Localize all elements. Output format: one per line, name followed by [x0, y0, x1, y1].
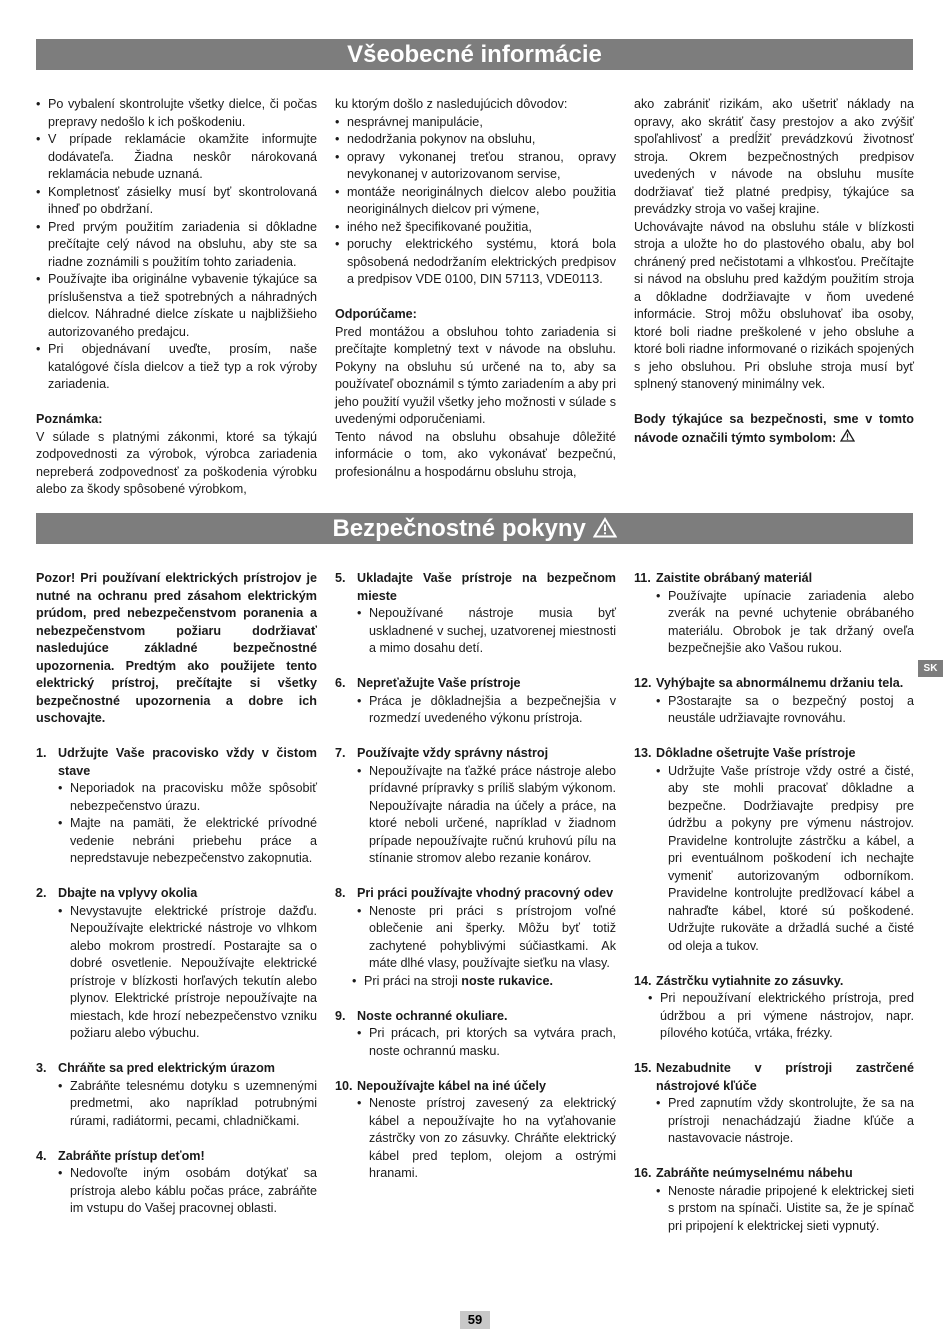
safety-section-10	[335, 1078, 616, 1183]
section-title: Ukladajte Vaše prístroje na bezpečnom mieste	[357, 571, 616, 603]
section-title: Pri práci používajte vhodný pracovný odev	[357, 886, 614, 900]
list-item: • Nenoste prístroj zavesený za elektrický kábel a nepoužívajte ho na vyťahovanie zástrčky von zo zásuvky. Chráňte elektrický kábel pred teplom, olejom a ostrými hranami.	[357, 1095, 616, 1183]
section-title: Vyhýbajte sa abnormálnemu držaniu tela.	[656, 676, 904, 690]
list-item: • Pri práci na stroji noste rukavice.	[352, 973, 616, 991]
warning-triangle-icon	[840, 429, 855, 442]
safety-section-16	[634, 1165, 914, 1235]
section-number: 10.	[335, 1078, 353, 1093]
section-number: 5.	[335, 571, 346, 585]
list-item: • Zabráňte telesnému dotyku s uzemnenými predmetmi, ako napríklad potrubnými rúrami, radiátormi, pecami, chladničkami.	[58, 1078, 317, 1131]
general-paragraph: Uchovávajte návod na obsluhu stále v blízkosti stroja a uložte ho do plastového obalu, aby bol chránený pred nečistotami a vlhkosťou. Prečítajte si návod na obsluhu pred každým použitím stroja a dôkladne dodržiavajte v ňom uvedené informácie. Stroj môžu obsluhovať iba osoby, ktoré boli riadne preškolené v jeho obsluhe a ktoré boli riadne informované o rizikách spojených s jeho obsluhou. Pri obsluhe stroja musí byť splnený stanovený minimálny vek.	[634, 219, 914, 391]
section-number: 13.	[634, 746, 652, 760]
list-item: • Pred zapnutím vždy skontrolujte, že sa na prístroji nenachádzajú žiadne kľúče a nastavovacie nástroje.	[656, 1095, 914, 1148]
list-item: • V prípade reklamácie okamžite informujte dodávateľa. Žiadna neskôr nárokovaná reklamácia nebude uznaná.	[36, 131, 317, 184]
safety-section-14	[634, 973, 914, 1043]
section-title: Nezabudnite v prístroji zastrčené nástrojové kľúče	[656, 1061, 914, 1093]
section-title: Zabráňte neúmyselnému nábehu	[656, 1166, 853, 1180]
section-title: Dôkladne ošetrujte Vaše prístroje	[656, 746, 856, 760]
note-text: V súlade s platnými zákonmi, ktoré sa týkajú zodpovednosti za výrobok, výrobca zariadenia nepreberá zodpovednosť za poškodenia výrobku alebo za škody spôsobené výrobkom,	[36, 429, 317, 496]
safety-column-1	[36, 570, 317, 1218]
safety-section-6	[335, 675, 616, 728]
safety-section-7	[335, 745, 616, 868]
safety-section-5	[335, 570, 616, 658]
title-general-text: Všeobecné informácie	[347, 41, 602, 68]
section-number: 6.	[335, 676, 346, 690]
section-number: 11.	[634, 571, 651, 585]
list-item: • Majte na pamäti, že elektrické prívodné vedenie nebráni priebehu práce a nepredstavuje nebezpečenstvo zakopnutia.	[58, 815, 317, 868]
list-item: • opravy vykonanej treťou stranou, opravy nevykonanej v autorizovanom servise,	[335, 149, 616, 184]
list-item: • Používajte upínacie zariadenia alebo zverák na pevné uchytenie obrábaného materiálu. Obrobok je tak držaný oveľa bezpečnejšie ako Vašou rukou.	[656, 588, 914, 658]
section-number: 1.	[36, 746, 47, 760]
safety-section-12	[634, 675, 914, 728]
list-item: • Pri nepoužívaní elektrického prístroja, pred údržbou a pri výmene nástrojov, napr. pílového kotúča, vrtáka, frézky.	[648, 990, 914, 1043]
safety-column-3	[634, 570, 914, 1235]
list-item: • nesprávnej manipulácie,	[335, 114, 616, 132]
safety-section-4	[36, 1148, 317, 1218]
safety-section-11	[634, 570, 914, 658]
list-item: • poruchy elektrického systému, ktorá bola spôsobená nedodržaním elektrických predpisov a predpisov VDE 0100, DIN 57113, VDE0113.	[335, 236, 616, 289]
safety-column-2	[335, 570, 616, 1183]
list-item: • Po vybalení skontrolujte všetky dielce, či počas prepravy nedošlo k ich poškodeniu.	[36, 96, 317, 131]
section-title: Zaistite obrábaný materiál	[656, 571, 813, 585]
section-number: 16.	[634, 1166, 652, 1180]
list-item: • Pri prácach, pri ktorých sa vytvára prach, noste ochrannú masku.	[357, 1025, 616, 1060]
general-checklist	[36, 96, 317, 394]
safety-section-8	[335, 885, 616, 990]
list-item: • nedodržania pokynov na obsluhu,	[335, 131, 616, 149]
list-item: • Nevystavujte elektrické prístroje dažďu. Nepoužívajte elektrické nástroje vo vlhkom alebo mokrom prostredí. Postarajte sa o dobré osvetlenie. Nepoužívajte elektrické prístroje v blízkosti horľavých tekutín alebo plynov. Elektrické prístroje nepoužívajte na miestach, kde hrozí nebezpečenstvo vzniku požiaru alebo výbuchu.	[58, 903, 317, 1043]
list-item: • Práca je dôkladnejšia a bezpečnejšia v rozmedzí uvedeného výkonu prístroja.	[357, 693, 616, 728]
list-item: • iného než špecifikované použitia,	[335, 219, 616, 237]
list-item: • Pri objednávaní uveďte, prosím, naše katalógové čísla dielcov a tiež typ a rok výroby zariadenia.	[36, 341, 317, 394]
safety-section-1	[36, 745, 317, 868]
reasons-list	[335, 114, 616, 289]
list-item: • Nenoste náradie pripojené k elektrickej sieti s prstom na spínači. Uistite sa, že je spínač pri pripojení k elektrickej sieti vypnutý.	[656, 1183, 914, 1236]
safety-section-3	[36, 1060, 317, 1130]
general-paragraph: ako zabrániť rizikám, ako ušetriť náklady na opravy, ako skrátiť časy prestojov a ako zvýšiť spoľahlivosť a predĺžiť prevádzkovú životnosť stroja. Okrem bezpečnostných predpisov uvedených v návode na obsluhu musíte dodržiavať tiež platné predpisy, týkajúce sa prevádzky stroja vo vašej krajine.	[634, 97, 914, 216]
section-title: Udržujte Vaše pracovisko vždy v čistom stave	[58, 746, 317, 778]
section-number: 15.	[634, 1061, 652, 1075]
list-item: • Nenoste pri práci s prístrojom voľné oblečenie ani šperky. Môžu byť totiž zachytené pohyblivými súčiastkami. Ak máte dlhé vlasy, používajte sieťku na vlasy.	[357, 903, 616, 973]
section-title-safety	[36, 513, 913, 544]
list-item: • Kompletnosť zásielky musí byť skontrolovaná ihneď po obdržaní.	[36, 184, 317, 219]
title-safety-text: Bezpečnostné pokyny	[332, 515, 586, 542]
section-title: Zástrčku vytiahnite zo zásuvky.	[656, 973, 844, 988]
section-title: Zabráňte prístup deťom!	[58, 1148, 205, 1163]
list-item: • montáže neoriginálnych dielcov alebo použitia neoriginálnych dielcov pri výmene,	[335, 184, 616, 219]
list-item: • Nepoužívajte na ťažké práce nástroje alebo prídavné prípravky s príliš slabým výkonom. Nepoužívajte náradia na účely a práce, na ktoré neboli určené, napríklad v žiadnom prípade nepoužívajte ručnú kruhovú pílu na stínanie stromov alebo rezanie konárov.	[357, 763, 616, 868]
section-number: 14.	[634, 973, 652, 988]
note-heading: Poznámka:	[36, 412, 103, 426]
list-item: • Nepoužívané nástroje musia byť uskladnené v suchej, uzatvorenej miestnosti a mimo dosahu detí.	[357, 605, 616, 658]
safety-symbol-note	[634, 411, 914, 447]
section-number: 3.	[36, 1061, 47, 1075]
warning-triangle-icon	[593, 517, 617, 538]
section-title: Používajte vždy správny nástroj	[357, 746, 549, 760]
list-item: • Používajte iba originálne vybavenie týkajúce sa príslušenstva a tiež spotrebných a náhradných dielcov. Náhradné dielce získate u najbližšieho autorizovaného predajcu.	[36, 271, 317, 341]
reasons-intro: ku ktorým došlo z nasledujúcich dôvodov:	[335, 97, 568, 111]
general-column-2	[335, 96, 616, 481]
section-number: 12.	[634, 676, 652, 690]
list-item: • Nedovoľte iným osobám dotýkať sa prístroja alebo káblu počas práce, zabráňte im vstupu do Vašej pracovnej oblasti.	[58, 1165, 317, 1218]
safety-section-2	[36, 885, 317, 1043]
recommend-text: Tento návod na obsluhu obsahuje dôležité informácie o tom, ako vykonávať bezpečnú, profesionálnu a hospodárnu obsluhu stroja,	[335, 429, 616, 479]
section-number: 9.	[335, 1008, 346, 1023]
safety-section-9	[335, 1008, 616, 1061]
general-column-1	[36, 96, 317, 499]
list-item: • P3ostarajte sa o bezpečný postoj a neustále udržiavajte rovnováhu.	[656, 693, 914, 728]
general-column-3	[634, 96, 914, 447]
language-tab: SK	[918, 660, 943, 677]
section-title: Nepreťažujte Vaše prístroje	[357, 676, 521, 690]
section-number: 8.	[335, 886, 346, 900]
list-item: • Udržujte Vaše prístroje vždy ostré a čisté, aby ste mohli pracovať dôkladne a bezpečne. Dodržiavajte predpisy pre údržbu a pokyny pre výmenu nástrojov. Pravidelne kontrolujte zástrčku a kábel, a pri eventuálnom poškodení ich nechajte vymeniť autorizovaným odborníkom. Pravidelne kontrolujte predlžovací kábel a nahraďte kábel, ktoré sú poškodené. Udržujte rukoväte a držadlá suché a čisté od oleja a tukov.	[656, 763, 914, 956]
section-number: 4.	[36, 1148, 47, 1163]
safety-section-15	[634, 1060, 914, 1148]
section-title: Noste ochranné okuliare.	[357, 1008, 508, 1023]
page-number: 59	[460, 1311, 490, 1329]
recommend-heading: Odporúčame:	[335, 307, 417, 321]
safety-symbol-note-text: Body týkajúce sa bezpečnosti, sme v tomto návode označili týmto symbolom:	[634, 412, 914, 445]
section-number: 7.	[335, 746, 346, 760]
safety-intro: Pozor! Pri používaní elektrických prístrojov je nutné na ochranu pred zásahom elektrickým prúdom, pred nebezpečenstvom poranenia a nebezpečenstvom požiaru dodržiavať nasledujúce základné bezpečnostné upozornenia. Predtým ako použijete tento elektrický prístroj, prečítajte si všetky bezpečnostné upozornenia a dobre ich uschovajte.	[36, 571, 317, 725]
list-item: • Neporiadok na pracovisku môže spôsobiť nebezpečenstvo úrazu.	[58, 780, 317, 815]
recommend-text: Pred montážou a obsluhou tohto zariadenia si prečítajte kompletný text v návode na obsluhu. Pokyny na obsluhu sú určené na to, aby sa používateľ oboznámil s týmto zariadením a aby pri jeho použití využil všetky jeho možnosti v súlade s uvedenými odporučeniami.	[335, 324, 616, 426]
section-title: Nepoužívajte kábel na iné účely	[357, 1078, 546, 1093]
section-number: 2.	[36, 886, 47, 900]
section-title: Dbajte na vplyvy okolia	[58, 886, 198, 900]
list-item: • Pred prvým použitím zariadenia si dôkladne prečítajte celý návod na obsluhu, aby ste sa riadne zoznámili s použitím tohto zariadenia.	[36, 219, 317, 272]
safety-section-13	[634, 745, 914, 955]
section-title-general	[36, 39, 913, 70]
section-title: Chráňte sa pred elektrickým úrazom	[58, 1061, 275, 1075]
